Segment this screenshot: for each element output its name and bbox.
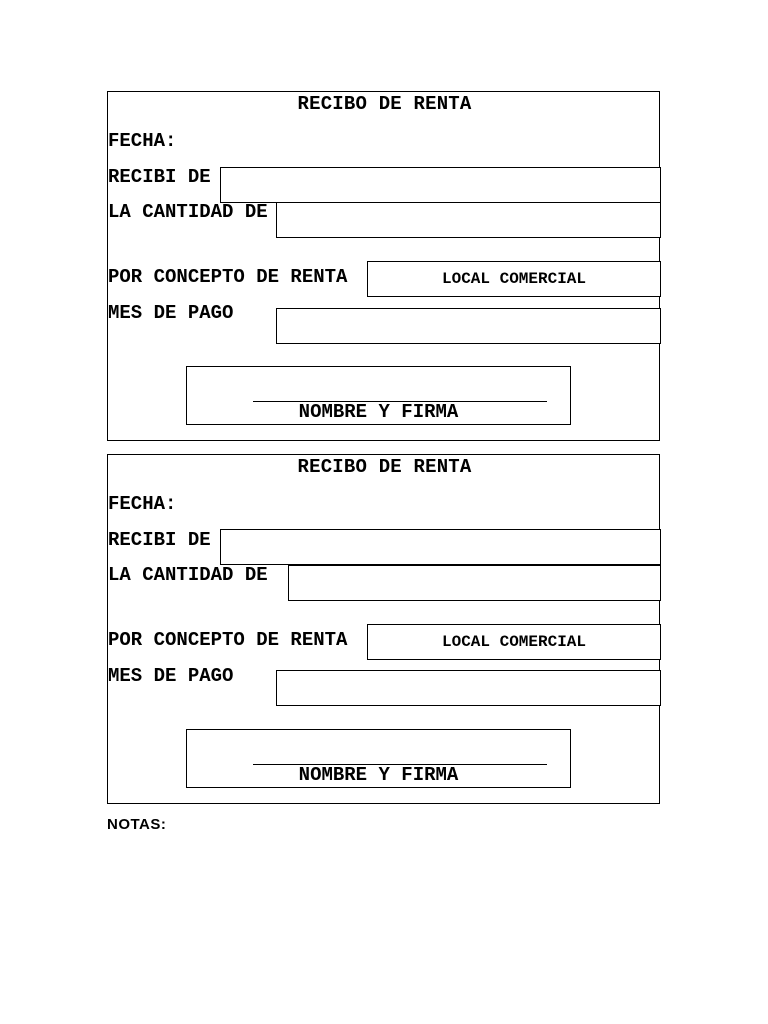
fecha-label: FECHA:	[108, 130, 177, 152]
notes-label: NOTAS:	[107, 816, 167, 833]
concepto-label: POR CONCEPTO DE RENTA	[108, 266, 348, 288]
concepto-value: LOCAL COMERCIAL	[441, 633, 587, 651]
mes-de-pago-label: MES DE PAGO	[108, 302, 234, 324]
recibi-de-value	[221, 530, 660, 564]
signature-box[interactable]	[186, 729, 571, 788]
mes-de-pago-value	[277, 671, 660, 705]
concepto-field[interactable]	[367, 261, 661, 297]
concepto-field[interactable]	[367, 624, 661, 660]
receipt-title: RECIBO DE RENTA	[297, 93, 472, 115]
recibi-de-label: RECIBI DE	[108, 166, 211, 188]
mes-de-pago-field[interactable]	[276, 308, 661, 344]
cantidad-label: LA CANTIDAD DE	[108, 564, 268, 586]
recibi-de-label: RECIBI DE	[108, 529, 211, 551]
concepto-value: LOCAL COMERCIAL	[441, 270, 587, 288]
signature-label: NOMBRE Y FIRMA	[298, 401, 459, 423]
signature-label: NOMBRE Y FIRMA	[298, 764, 459, 786]
rent-receipt-1	[107, 91, 660, 441]
mes-de-pago-label: MES DE PAGO	[108, 665, 234, 687]
cantidad-field[interactable]	[288, 565, 661, 601]
recibi-de-field[interactable]	[220, 529, 661, 565]
recibi-de-value	[221, 168, 660, 202]
mes-de-pago-value	[277, 309, 660, 343]
recibi-de-field[interactable]	[220, 167, 661, 203]
mes-de-pago-field[interactable]	[276, 670, 661, 706]
fecha-label: FECHA:	[108, 493, 177, 515]
rent-receipt-2	[107, 454, 660, 804]
signature-box[interactable]	[186, 366, 571, 425]
cantidad-value	[289, 566, 660, 600]
cantidad-field[interactable]	[276, 202, 661, 238]
cantidad-label: LA CANTIDAD DE	[108, 201, 268, 223]
receipt-title: RECIBO DE RENTA	[297, 456, 472, 478]
cantidad-value	[277, 203, 660, 237]
concepto-label: POR CONCEPTO DE RENTA	[108, 629, 348, 651]
